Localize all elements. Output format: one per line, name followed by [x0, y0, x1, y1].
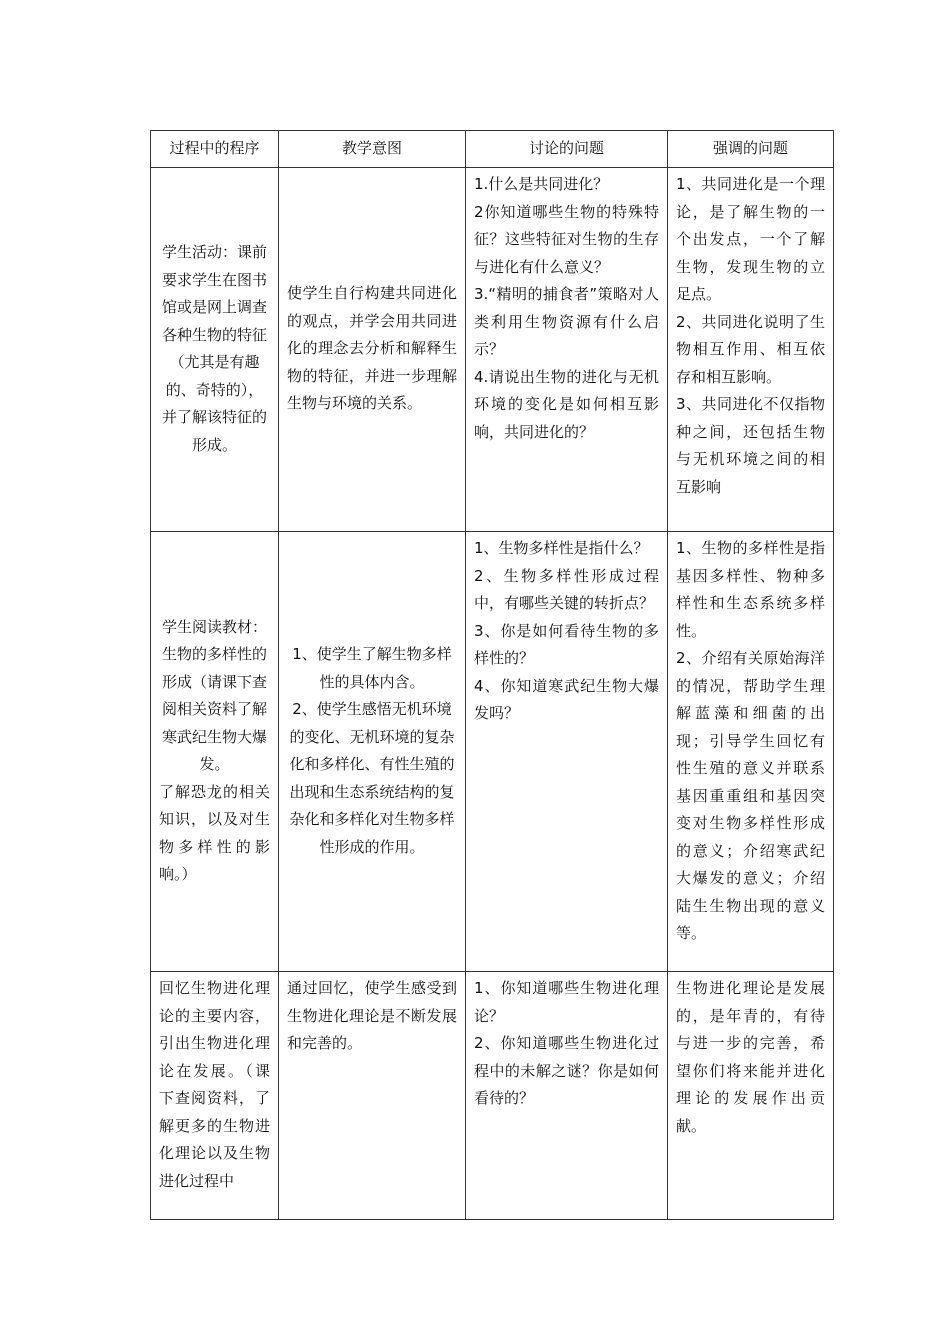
question-item: 1、你知道哪些生物进化理论？	[474, 979, 659, 1025]
header-intent: 教学意图	[279, 131, 466, 168]
row1-intent: 使学生自行构建共同进化的观点，并学会用共同进化的理念去分析和解释生物的特征，并进一步理解生物与环境的关系。	[287, 284, 457, 413]
row1-questions-cell	[466, 168, 668, 532]
row2-emphasis-cell	[668, 532, 834, 972]
row3-intent-cell	[279, 972, 466, 1220]
header-questions: 讨论的问题	[466, 131, 668, 168]
emphasis-item: 3、共同进化不仅指物种之间，还包括生物与无机环境之间的相互影响	[676, 395, 825, 496]
header-row	[151, 131, 834, 168]
emphasis-item: 1、生物的多样性是指基因多样性、物种多样性和生态系统多样性。	[676, 539, 825, 640]
table-row	[151, 168, 834, 532]
row2-emphasis	[668, 532, 833, 952]
question-item: 1、生物多样性是指什么？	[474, 539, 649, 557]
question-item: 3、你是如何看待生物的多样性的？	[474, 621, 659, 667]
row1-intent-cell	[279, 168, 466, 532]
row2-procedure-cell	[151, 532, 279, 972]
row3-procedure-cell	[151, 972, 279, 1220]
header-emphasis: 强调的问题	[668, 131, 834, 168]
row3-emphasis-cell	[668, 972, 834, 1220]
question-item: 4.请说出生物的进化与无机环境的变化是如何相互影响，共同进化的？	[474, 367, 659, 441]
question-item: 2、生物多样性形成过程中，有哪些关键的转折点？	[474, 566, 659, 612]
row2-intent-cell	[279, 532, 466, 972]
lesson-plan-table	[150, 130, 834, 1220]
question-item: 2、你知道哪些生物进化过程中的未解之谜？你是如何看待的？	[474, 1034, 659, 1107]
procedure-part: 了解恐龙的相关知识，以及对生物多样性的影响。）	[159, 782, 270, 883]
row1-procedure-cell	[151, 168, 279, 532]
row2-questions	[466, 532, 667, 732]
intent-item: 1、使学生了解生物多样性的具体内含。	[292, 645, 452, 691]
row3-procedure: 回忆生物进化理论的主要内容，引出生物进化理论在发展。（课下查阅资料，了解更多的生物进化理论以及生物进化过程中	[159, 979, 270, 1190]
row2-intent	[279, 638, 465, 865]
header-procedure: 过程中的程序	[151, 131, 279, 168]
row3-intent: 通过回忆，使学生感受到生物进化理论是不断发展和完善的。	[287, 979, 457, 1052]
emphasis-item: 2、共同进化说明了生物相互作用、相互依存和相互影响。	[676, 312, 825, 386]
row3-questions	[466, 972, 667, 1117]
emphasis-item: 1、共同进化是一个理论，是了解生物的一个出发点，一个了解生物，发现生物的立足点。	[676, 175, 825, 303]
row2-questions-cell	[466, 532, 668, 972]
table-row	[151, 532, 834, 972]
question-item: 1.什么是共同进化？	[474, 175, 609, 193]
question-item: 2你知道哪些生物的特殊特征？这些特征对生物的生存与进化有什么意义？	[474, 202, 659, 276]
row3-emphasis: 生物进化理论是发展的，是年青的，有待与进一步的完善，希望你们将来能并进化理论的发展作出贡献。	[676, 979, 825, 1135]
question-item: 4、你知道寒武纪生物大爆发吗？	[474, 676, 659, 722]
row1-questions	[466, 168, 667, 450]
table-row	[151, 972, 834, 1220]
intent-item: 2、使学生感悟无机环境的变化、无机环境的复杂化和多样化、有性生殖的出现和生态系统结构的复杂化和多样化对生物多样性形成的作用。	[289, 700, 455, 856]
procedure-part: 学生阅读教材：生物的多样性的形成（请课下查阅相关资料了解寒武纪生物大爆发。	[161, 617, 267, 773]
row2-procedure	[151, 611, 278, 893]
emphasis-item: 2、介绍有关原始海洋的情况，帮助学生理解蓝藻和细菌的出现；引导学生回忆有性生殖的意义并联系基因重重组和基因突变对生物多样性形成的意义；介绍寒武纪大爆发的意义；介绍陆生生物出现的意义等。	[676, 649, 825, 942]
row1-procedure: 学生活动：课前要求学生在图书馆或是网上调查各种生物的特征（尤其是有趣的、奇特的），并了解该特征的形成。	[161, 243, 267, 454]
row3-questions-cell	[466, 972, 668, 1220]
question-item: 3.“精明的捕食者”策略对人类利用生物资源有什么启示？	[474, 285, 659, 358]
row1-emphasis-cell	[668, 168, 834, 532]
row1-emphasis	[668, 168, 833, 505]
